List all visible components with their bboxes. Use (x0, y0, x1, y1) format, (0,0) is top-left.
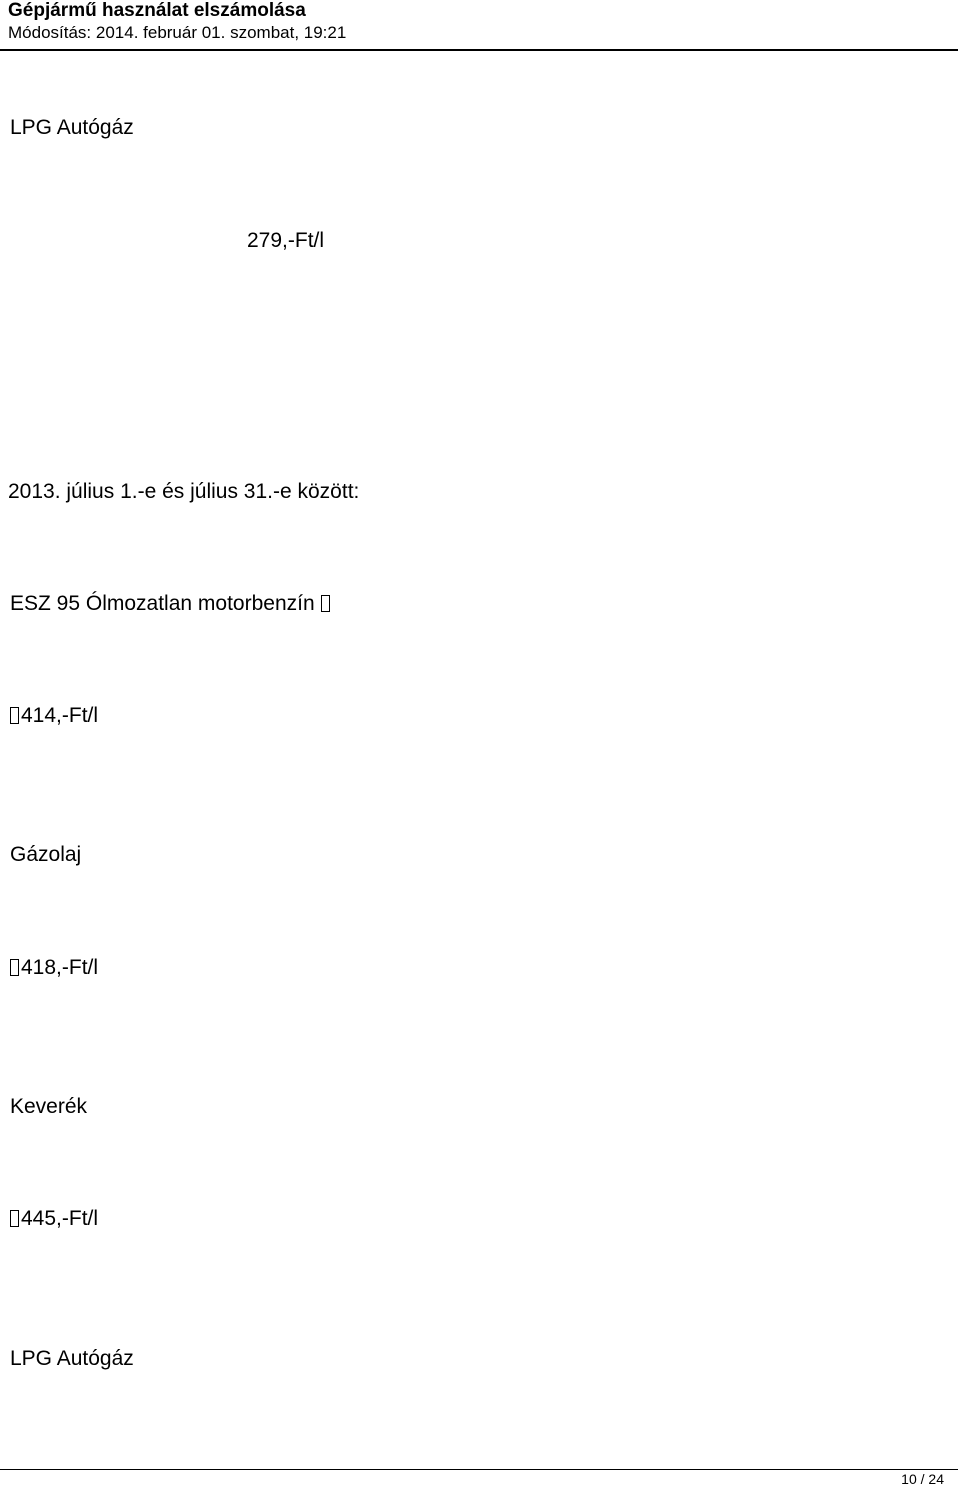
fuel-price-mix (10, 1206, 98, 1232)
modified-date: Módosítás: 2014. február 01. szombat, 19:21 (8, 23, 347, 42)
page-number: 10 / 24 (901, 1471, 944, 1487)
period-heading: 2013. július 1.-e és július 31.-e között: (8, 480, 360, 503)
mix-price: 445,-Ft/l (21, 1207, 99, 1230)
missing-glyph-icon (10, 1210, 19, 1227)
esz95-label: ESZ 95 Ólmozatlan motorbenzín (10, 592, 315, 615)
lpg-label-top: LPG Autógáz (10, 116, 134, 139)
lpg-label-bottom: LPG Autógáz (10, 1347, 134, 1370)
fuel-row-esz95 (10, 591, 330, 617)
mix-label: Keverék (10, 1095, 88, 1118)
fuel-price-diesel (10, 955, 98, 981)
lpg-price-top: 279,-Ft/l (247, 229, 325, 252)
footer-divider (0, 1469, 958, 1470)
document-title: Gépjármű használat elszámolása (8, 0, 306, 21)
missing-glyph-icon (10, 959, 19, 976)
missing-glyph-icon (10, 707, 19, 724)
missing-glyph-icon (321, 595, 330, 612)
diesel-price: 418,-Ft/l (21, 956, 99, 979)
header-divider (0, 49, 958, 51)
fuel-price-esz95 (10, 703, 98, 729)
esz95-price: 414,-Ft/l (21, 704, 99, 727)
diesel-label: Gázolaj (10, 843, 82, 866)
